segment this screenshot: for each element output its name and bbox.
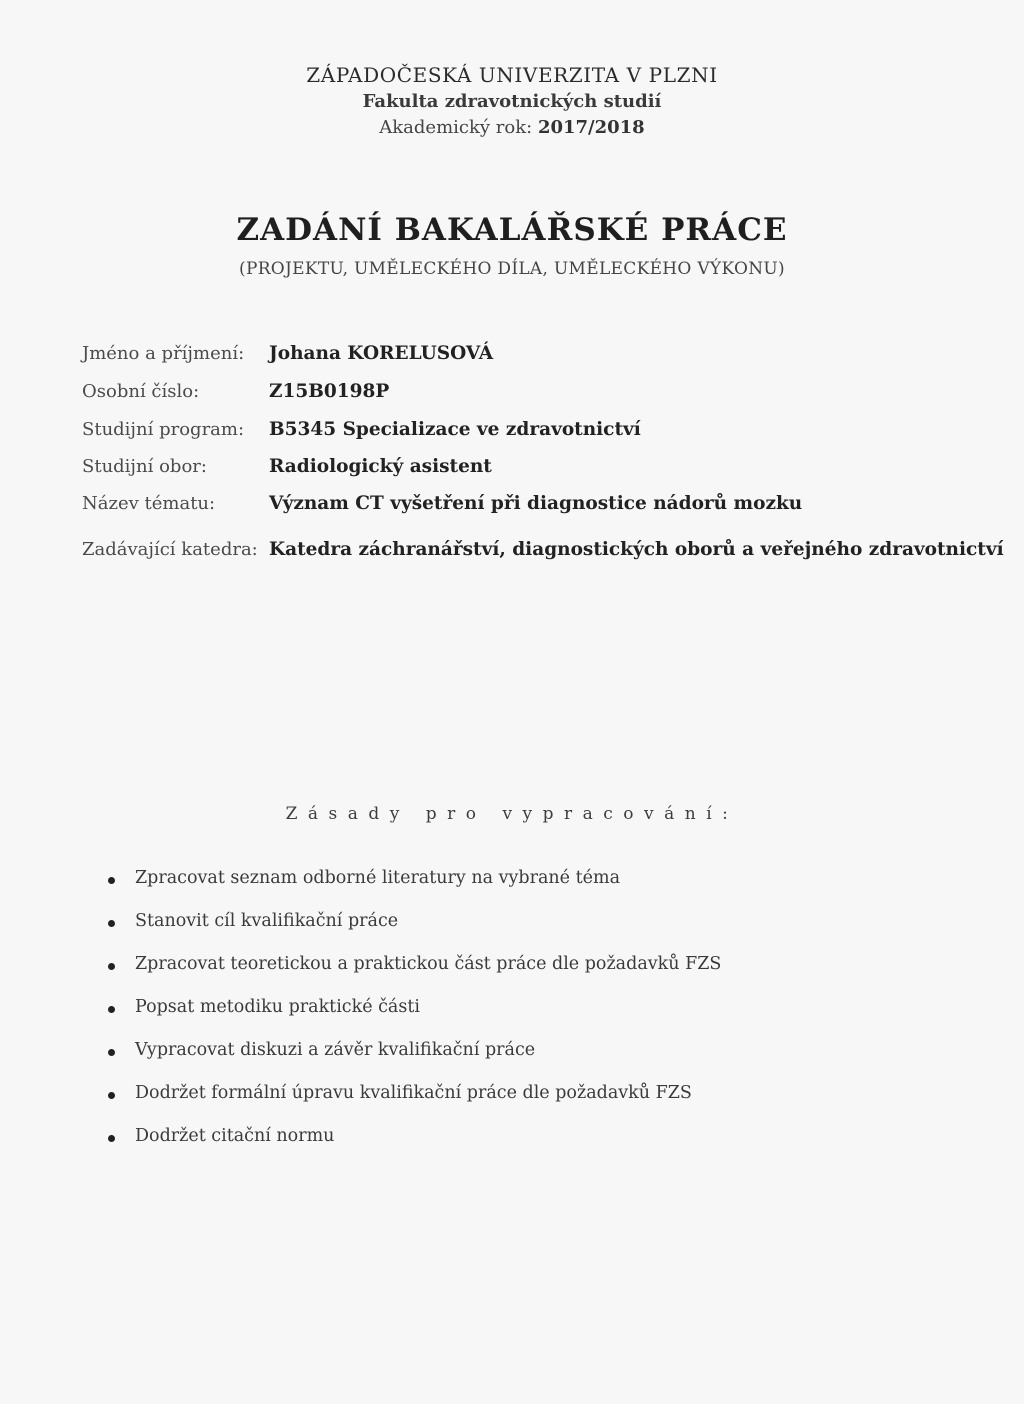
list-item [104,1126,721,1169]
list-item [104,911,721,954]
list-item-text: Stanovit cíl kvalifikační práce [135,911,399,931]
field-label: Jméno a příjmení: [82,343,245,364]
faculty-name: Fakulta zdravotnických studií [362,91,662,112]
field-value: Johana KORELUSOVÁ [269,343,494,364]
bullet-icon [108,877,115,884]
field-value: Radiologický asistent [269,456,492,477]
list-item [104,1040,721,1083]
field-label: Osobní číslo: [82,381,200,402]
list-item [104,997,721,1040]
list-item [104,1083,721,1126]
bullet-icon [108,1092,115,1099]
list-item-text: Popsat metodiku praktické části [135,997,420,1017]
field-label: Studijní program: [82,419,245,440]
field-value: Z15B0198P [269,381,390,402]
academic-year-label: Akademický rok: [379,117,533,138]
document-subtitle: (PROJEKTU, UMĚLECKÉHO DÍLA, UMĚLECKÉHO VÝKONU) [239,259,785,279]
principles-list [104,868,721,1169]
field-label: Studijní obor: [82,456,207,477]
academic-year [0,117,1024,138]
academic-year-value: 2017/2018 [537,117,645,138]
list-item-text: Vypracovat diskuzi a závěr kvalifikační práce [135,1040,536,1060]
field-value: Význam CT vyšetření při diagnostice nádorů mozku [269,493,803,514]
bullet-icon [108,1049,115,1056]
field-label: Zadávající katedra: [82,539,258,560]
field-label: Název tématu: [82,493,216,514]
list-item-text: Dodržet formální úpravu kvalifikační práce dle požadavků FZS [135,1083,692,1103]
university-name: ZÁPADOČESKÁ UNIVERZITA V PLZNI [306,63,718,87]
list-item [104,868,721,911]
bullet-icon [108,1006,115,1013]
field-value: Katedra záchranářství, diagnostických oborů a veřejného zdravotnictví [269,539,1004,560]
bullet-icon [108,1135,115,1142]
list-item [104,954,721,997]
bullet-icon [108,920,115,927]
list-item-text: Zpracovat seznam odborné literatury na vybrané téma [135,868,621,888]
field-value: B5345 Specializace ve zdravotnictví [269,419,641,440]
list-item-text: Dodržet citační normu [135,1126,335,1146]
document-title: ZADÁNÍ BAKALÁŘSKÉ PRÁCE [236,212,788,248]
bullet-icon [108,963,115,970]
list-item-text: Zpracovat teoretickou a praktickou část práce dle požadavků FZS [135,954,722,974]
principles-heading: Zásady pro vypracování: [285,804,739,824]
